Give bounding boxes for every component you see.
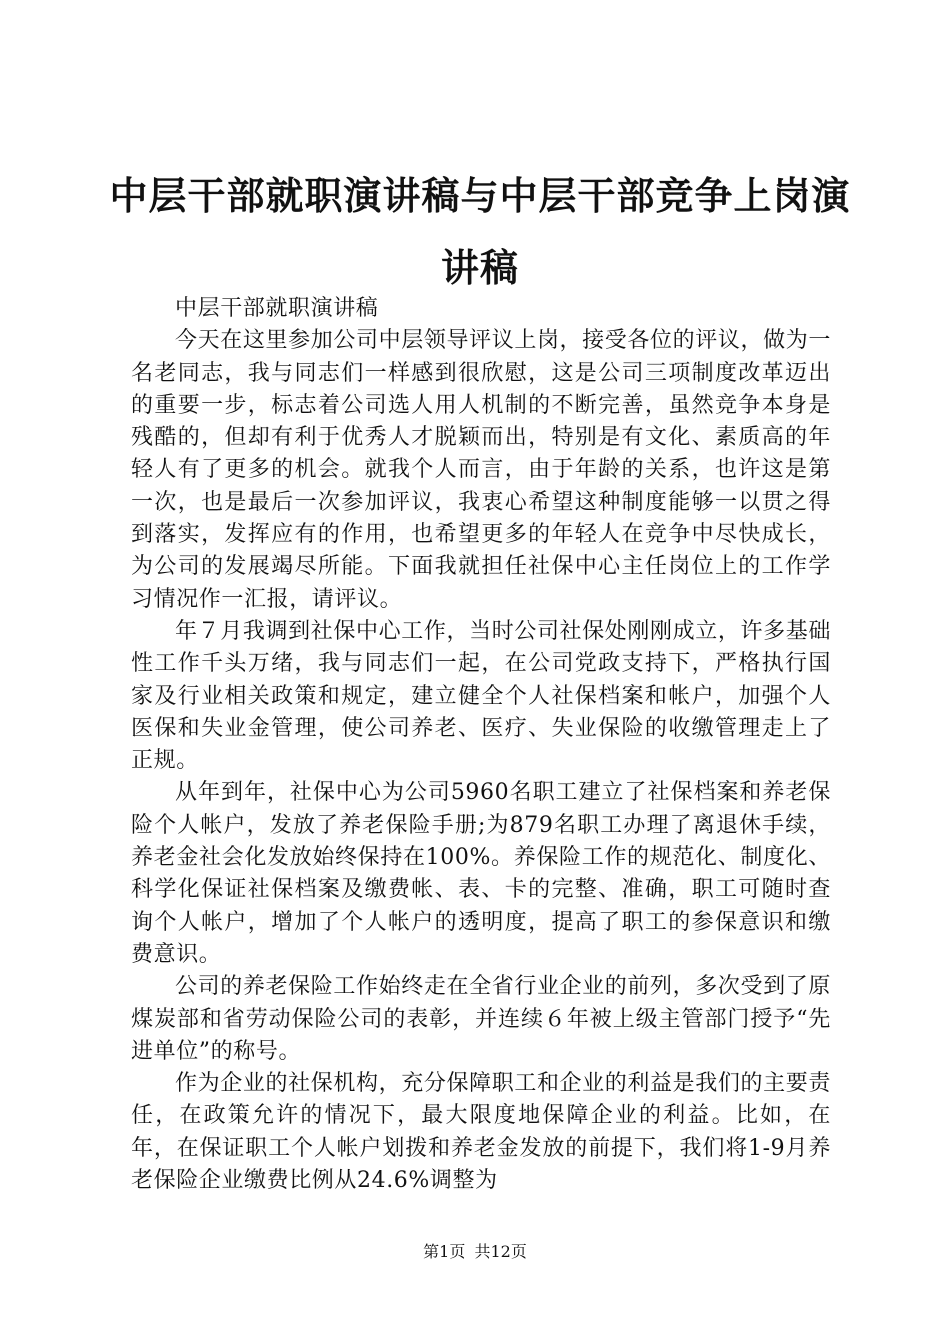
page-footer (0, 1240, 950, 1264)
paragraph: 今天在这里参加公司中层领导评议上岗，接受各位的评议，做为一名老同志，我与同志们一样感到很欣慰，这是公司三项制度改革迈出的重要一步，标志着公司选人用人机制的不断完善，虽然竞争本身是残酷的，但却有利于优秀人才脱颖而出，特别是有文化、素质高的年轻人有了更多的机会。就我个人而言，由于年龄的关系，也许这是第一次，也是最后一次参加评议，我衷心希望这种制度能够一以贯之得到落实，发挥应有的作用，也希望更多的年轻人在竞争中尽快成长，为公司的发展竭尽所能。下面我就担任社保中心主任岗位上的工作学习情况作一汇报，请评议。 (131, 328, 831, 612)
page-number: 第1页 (423, 1242, 466, 1261)
page-total: 共12页 (474, 1242, 527, 1261)
document-title: 中层干部就职演讲稿与中层干部竞争上岗演讲稿 (109, 174, 851, 290)
paragraph: 从年到年，社保中心为公司5960名职工建立了社保档案和养老保险个人帐户，发放了养老保险手册;为879名职工办理了离退休手续，养老金社会化发放始终保持在100%。养保险工作的规范化、制度化、科学化保证社保档案及缴费帐、表、卡的完整、准确，职工可随时查询个人帐户，增加了个人帐户的透明度，提高了职工的参保意识和缴费意识。 (131, 780, 831, 967)
paragraph: 公司的养老保险工作始终走在全省行业企业的前列，多次受到了原煤炭部和省劳动保险公司的表彰，并连续６年被上级主管部门授予“先进单位”的称号。 (131, 974, 831, 1064)
paragraph: 年７月我调到社保中心工作，当时公司社保处刚刚成立，许多基础性工作千头万绪，我与同志们一起，在公司党政支持下，严格执行国家及行业相关政策和规定，建立健全个人社保档案和帐户，加强个人医保和失业金管理，使公司养老、医疗、失业保险的收缴管理走上了正规。 (131, 618, 831, 774)
paragraph: 作为企业的社保机构，充分保障职工和企业的利益是我们的主要责任，在政策允许的情况下，最大限度地保障企业的利益。比如，在年，在保证职工个人帐户划拨和养老金发放的前提下，我们将1-9月养老保险企业缴费比例从24.6%调整为 (131, 1071, 831, 1194)
document-body (131, 293, 831, 1197)
section-heading: 中层干部就职演讲稿 (175, 296, 379, 321)
